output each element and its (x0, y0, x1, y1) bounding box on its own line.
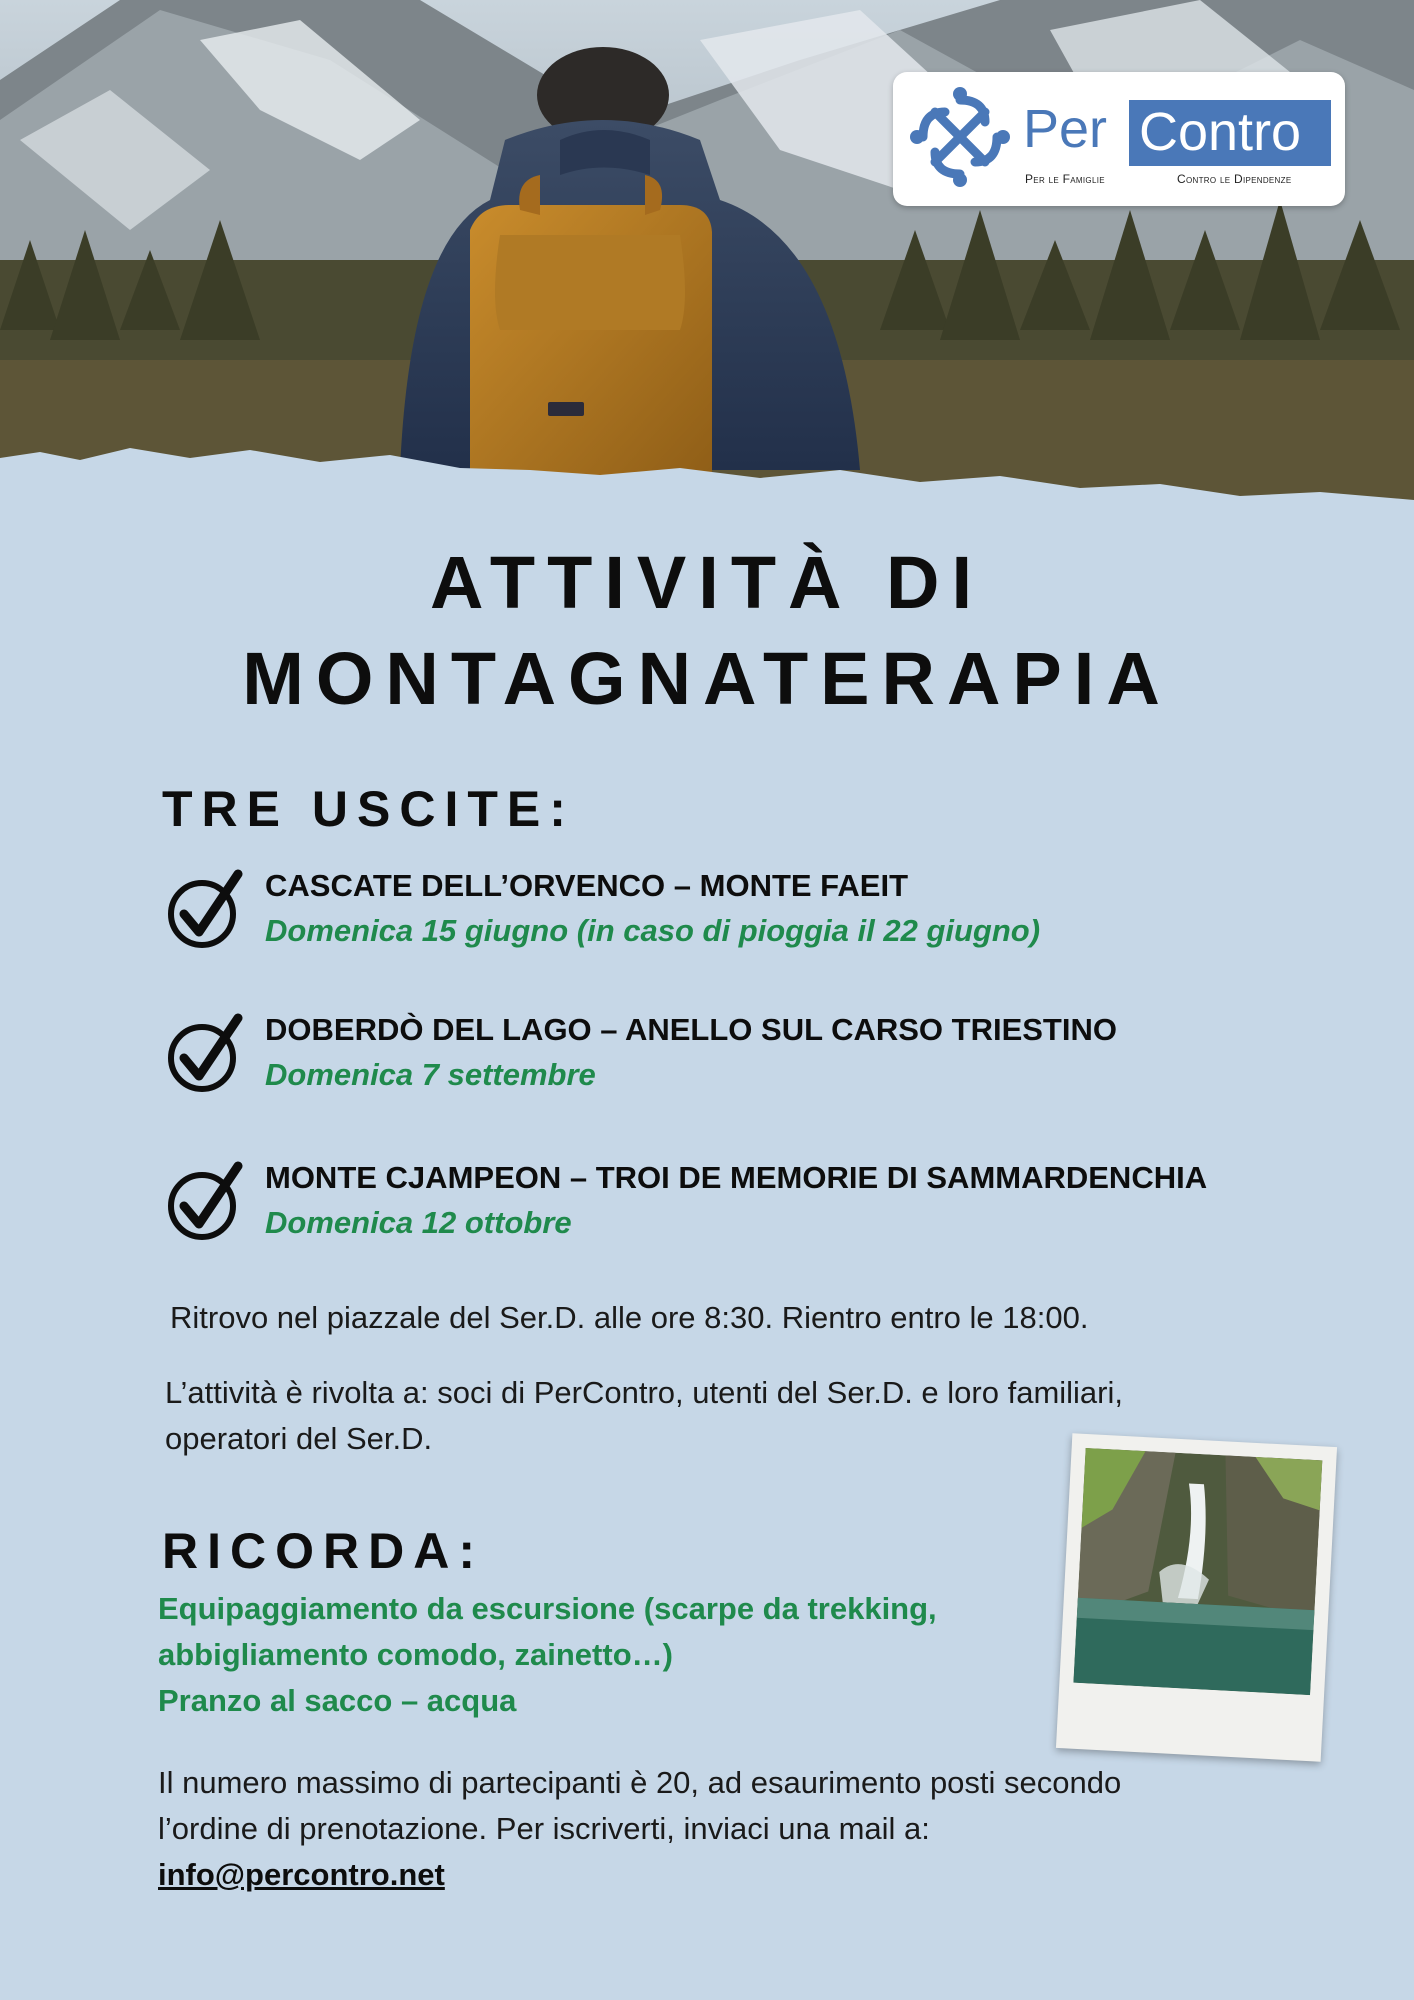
booking-line-2: l’ordine di prenotazione. Per iscriverti, inviaci una mail a: (158, 1811, 930, 1846)
title-line-2: MONTAGNATERAPIA (242, 637, 1172, 720)
outing-item (162, 1160, 1362, 1260)
checkmark-circle-icon (168, 1012, 244, 1096)
outing-item (162, 1012, 1362, 1112)
logo-tagline-b: Contro le Dipendenze (1177, 172, 1292, 186)
audience-info (165, 1370, 1123, 1462)
logo-brand-per: Per (1023, 99, 1108, 159)
outing-date: Domenica 12 ottobre (265, 1205, 572, 1240)
meeting-info: Ritrovo nel piazzale del Ser.D. alle ore 8:30. Rientro entro le 18:00. (170, 1300, 1089, 1335)
outing-title: MONTE CJAMPEON – TROI DE MEMORIE DI SAMMARDENCHIA (265, 1160, 1208, 1195)
remember-heading: RICORDA: (162, 1523, 484, 1579)
remember-line-3: Pranzo al sacco – acqua (158, 1683, 517, 1718)
outing-date: Domenica 15 giugno (in caso di pioggia il 22 giugno) (265, 913, 1041, 948)
percontro-logo[interactable] (893, 72, 1345, 206)
page-title (0, 535, 1414, 727)
percontro-logo-mark (905, 82, 1015, 192)
outings-heading: TRE USCITE: (162, 781, 575, 837)
audience-line-2: operatori del Ser.D. (165, 1421, 433, 1456)
checkmark-circle-icon (168, 868, 244, 952)
checkmark-circle-icon (168, 1160, 244, 1244)
outing-title: CASCATE DELL’ORVENCO – MONTE FAEIT (265, 868, 909, 903)
outing-title: DOBERDÒ DEL LAGO – ANELLO SUL CARSO TRIESTINO (265, 1012, 1117, 1047)
logo-brand-contro: Contro (1129, 100, 1331, 166)
remember-line-1: Equipaggiamento da escursione (scarpe da trekking, (158, 1591, 937, 1626)
title-line-1: ATTIVITÀ DI (429, 541, 985, 624)
outing-date: Domenica 7 settembre (265, 1057, 596, 1092)
remember-line-2: abbigliamento comodo, zainetto…) (158, 1637, 673, 1672)
booking-line-1: Il numero massimo di partecipanti è 20, ad esaurimento posti secondo (158, 1765, 1122, 1800)
email-link[interactable]: info@percontro.net (158, 1857, 445, 1892)
waterfall-photo (1056, 1433, 1337, 1761)
outing-item (162, 868, 1362, 968)
remember-list (158, 1586, 937, 1724)
booking-info (158, 1760, 1121, 1898)
logo-tagline-a: Per le Famiglie (1025, 172, 1105, 186)
audience-line-1: L’attività è rivolta a: soci di PerContro, utenti del Ser.D. e loro familiari, (165, 1375, 1123, 1410)
